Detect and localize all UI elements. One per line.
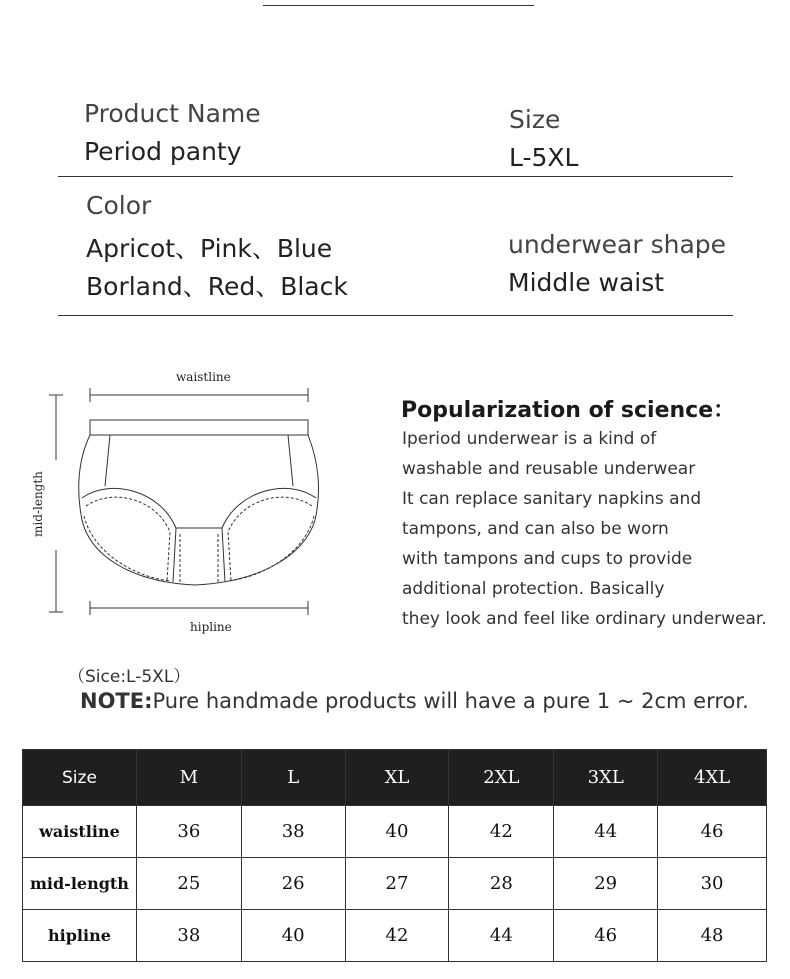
hipline-label: hipline	[190, 620, 232, 634]
color-line-2: Borland、Red、Black	[86, 272, 348, 301]
table-cell: 44	[554, 806, 658, 858]
color-line-1: Apricot、Pink、Blue	[86, 234, 333, 263]
table-cell: 42	[449, 806, 554, 858]
info-divider-1	[58, 176, 733, 177]
underwear-diagram	[20, 360, 360, 650]
shape-value: Middle waist	[508, 268, 665, 297]
table-cell: 40	[241, 910, 345, 962]
table-cell: 46	[554, 910, 658, 962]
science-line: Iperiod underwear is a kind of	[402, 429, 657, 449]
table-row	[23, 858, 767, 910]
header-cell: 4XL	[658, 750, 767, 806]
table-cell: 48	[658, 910, 767, 962]
header-cell: L	[241, 750, 345, 806]
top-divider	[263, 5, 534, 6]
header-cell: Size	[23, 750, 137, 806]
header-cell: M	[136, 750, 241, 806]
header-cell: 2XL	[449, 750, 554, 806]
science-line: tampons, and can also be worn	[402, 519, 669, 539]
table-row	[23, 910, 767, 962]
table-cell: 38	[136, 910, 241, 962]
table-cell: 36	[136, 806, 241, 858]
science-line: they look and feel like ordinary underwear.	[402, 609, 767, 629]
header-cell: 3XL	[554, 750, 658, 806]
table-cell: 44	[449, 910, 554, 962]
size-label: Size	[509, 105, 561, 134]
table-cell: 42	[345, 910, 449, 962]
table-row	[23, 806, 767, 858]
science-body	[402, 424, 782, 634]
shape-label: underwear shape	[508, 230, 727, 259]
waistline-label: waistline	[176, 370, 231, 384]
handmade-note	[80, 689, 749, 713]
size-table	[22, 749, 767, 962]
table-header-row	[23, 750, 767, 806]
table-cell: 28	[449, 858, 554, 910]
size-value: L-5XL	[509, 143, 579, 172]
note-text: Pure handmade products will have a pure 1 ~ 2cm error.	[152, 689, 749, 713]
science-line: washable and reusable underwear	[402, 459, 696, 479]
table-cell: 27	[345, 858, 449, 910]
row-label: mid-length	[23, 858, 137, 910]
note-prefix: NOTE:	[80, 689, 153, 713]
row-label: waistline	[23, 806, 137, 858]
table-cell: 38	[241, 806, 345, 858]
row-label: hipline	[23, 910, 137, 962]
table-cell: 30	[658, 858, 767, 910]
science-line: It can replace sanitary napkins and	[402, 489, 702, 509]
table-cell: 26	[241, 858, 345, 910]
header-cell: XL	[345, 750, 449, 806]
product-name-value: Period panty	[84, 137, 242, 166]
table-cell: 25	[136, 858, 241, 910]
table-cell: 40	[345, 806, 449, 858]
table-cell: 29	[554, 858, 658, 910]
color-label: Color	[86, 191, 152, 220]
science-line: with tampons and cups to provide	[402, 549, 693, 569]
info-divider-2	[58, 315, 733, 316]
midlength-label: mid-length	[31, 471, 45, 537]
product-name-label: Product Name	[84, 99, 261, 128]
table-cell: 46	[658, 806, 767, 858]
science-title: Popularization of science：	[401, 398, 736, 423]
size-range-note: （Sice:L-5XL）	[68, 667, 191, 687]
science-line: additional protection. Basically	[402, 579, 665, 599]
